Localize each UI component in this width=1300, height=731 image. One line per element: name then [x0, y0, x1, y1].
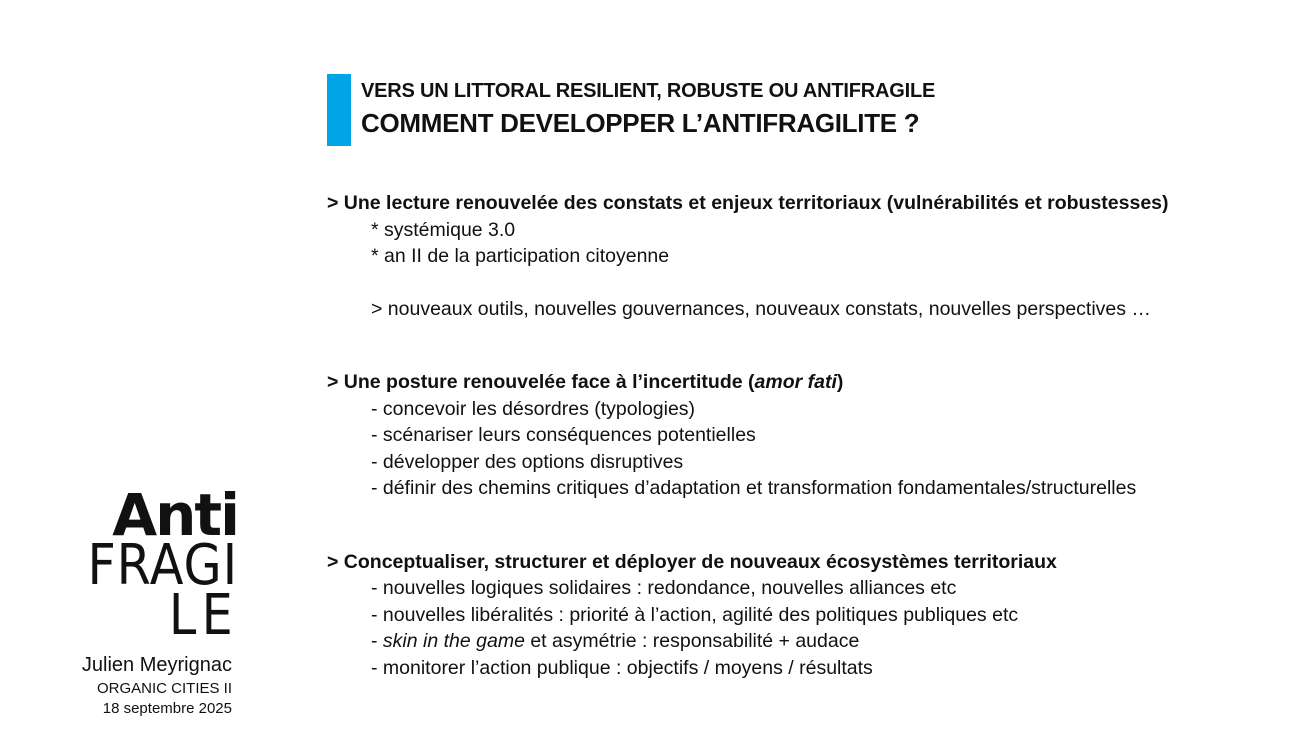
antifragile-logo-anti: Anti [112, 481, 238, 549]
footer-author: Julien Meyrignac [81, 654, 232, 676]
skin-in-the-game-italic: skin in the game [382, 630, 525, 652]
antifragile-logo-le: LE [168, 583, 238, 648]
list-item: - monitorer l’action publique : objectifs / moyens / résultats [371, 656, 873, 679]
section-reading-heading: > Une lecture renouvelée des constats et enjeux territoriaux (vulnérabilités et robustesses) [327, 192, 1169, 214]
antifragile-logo-fragi: FRAGI [87, 533, 238, 598]
list-item: - définir des chemins critiques d’adaptation et transformation fondamentales/structurelles [371, 477, 1137, 499]
footer-event: ORGANIC CITIES II [96, 680, 232, 697]
footer-date: 18 septembre 2025 [102, 700, 232, 717]
title-accent-bar [327, 74, 351, 146]
list-item: - nouvelles logiques solidaires : redondance, nouvelles alliances etc [371, 577, 957, 599]
section-posture-heading: > Une posture renouvelée face à l’incertitude (amor fati) [327, 371, 844, 393]
section-posture [327, 369, 1267, 502]
slide-supertitle: VERS UN LITTORAL RESILIENT, ROBUSTE OU ANTIFRAGILE [361, 80, 936, 102]
list-item: - skin in the game et asymétrie : responsabilité + audace [371, 630, 860, 652]
section-reading [327, 190, 1267, 322]
section-reading-conclusion: > nouveaux outils, nouvelles gouvernances, nouveaux constats, nouvelles perspectives … [371, 297, 1151, 320]
amor-fati-italic: amor fati [754, 371, 837, 393]
list-item: - concevoir les désordres (typologies) [371, 397, 696, 420]
list-item: * systémique 3.0 [371, 218, 516, 241]
list-item: - nouvelles libéralités : priorité à l’action, agilité des politiques publiques etc [371, 603, 1019, 626]
section-ecosystems [327, 549, 1267, 682]
list-item: - développer des options disruptives [371, 450, 684, 473]
slide-content [327, 190, 1267, 681]
list-item: * an II de la participation citoyenne [371, 245, 670, 267]
section-ecosystems-heading: > Conceptualiser, structurer et déployer de nouveaux écosystèmes territoriaux [327, 550, 1057, 573]
list-item: - scénariser leurs conséquences potentielles [371, 424, 756, 446]
slide-title: COMMENT DEVELOPPER L’ANTIFRAGILITE ? [361, 108, 920, 138]
